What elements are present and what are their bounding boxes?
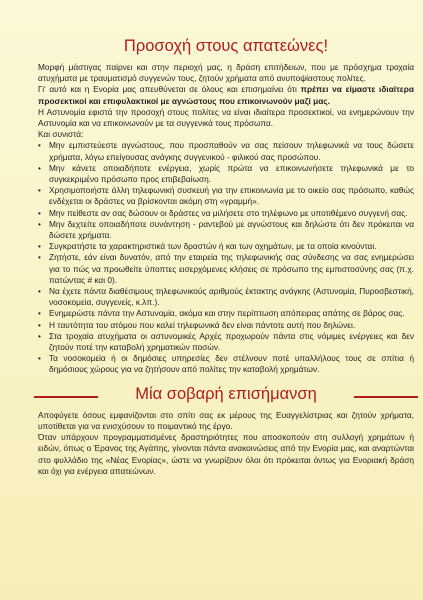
bullet-icon: • bbox=[38, 330, 41, 341]
notice-paragraph-2: Όταν υπάρχουν προγραμματισμένες δραστηριότητες που αποσκοπούν στη συλλογή χρημάτων ή ειδών, όπως ο Έρανος της Αγάπης, γίνονται πάντα ανακοινώσεις από την Ενορία μας, και αναρτώνται στο φυλλάδιο της «Νέας Ενορίας», ώστε να γνωρίζουν όλοι ότι πρόκειται όντως για Ενοριακή δράση και όχι για ενέργεια απατεώνων. bbox=[38, 432, 414, 476]
notice-paragraph-1: Αποφύγετε όσους εμφανίζονται στο σπίτι σας εκ μέρους της Ευαγγελίστριας και ζητούν χρήματα, υποτίθεται για να ενισχύσουν το ποιμαντικό της έργο. bbox=[38, 409, 414, 431]
intro-paragraph-1: Μορφή μάστιγας παίρνει και στην περιοχή μας, η δράση επιτήδειων, που με πρόσχημα τροχαία ατυχήματα με τραυματισμό συγγενών τους, ζητούν χρήματα από ανυποψίαστους πολίτες. bbox=[38, 62, 414, 84]
intro-text: Γι' αυτό και η Ενορία μας απευθύνεται σε όλους και επισημαίνει ότι bbox=[38, 84, 297, 95]
advice-item bbox=[38, 208, 414, 219]
advice-text: Η ταυτότητα του ατόμου που καλεί τηλεφωνικά δεν είναι πάντοτε αυτή που δηλώνει. bbox=[49, 319, 356, 330]
advice-item bbox=[38, 241, 414, 252]
bullet-icon: • bbox=[38, 140, 41, 151]
intro-paragraph-2 bbox=[38, 84, 414, 106]
advice-text: Μην δεχτείτε οποιαδήποτε συνάντηση - ραντεβού με αγνώστους και δηλώστε ότι δεν πρόκειται να δώσετε χρήματα. bbox=[49, 218, 414, 241]
bullet-icon: • bbox=[38, 308, 41, 319]
advice-text: Τα νοσοκομεία ή οι δημόσιες υπηρεσίες δεν στέλνουν ποτέ υπαλλήλους τους σε σπίτια ή δημόσιους χώρους για να ζητήσουν από πολίτες την καταβολή χρημάτων. bbox=[49, 353, 414, 375]
divider-rule-right bbox=[354, 396, 418, 398]
intro-paragraph-4: Και συνιστά: bbox=[38, 129, 84, 140]
bullet-icon: • bbox=[38, 218, 41, 229]
advice-list bbox=[38, 140, 414, 375]
advice-item bbox=[38, 286, 414, 308]
intro-emphasis: πρέπει να είμαστε ιδιαίτερα προσεκτικοί και επιφυλακτικοί με αγνώστους που επικοινωνούν μαζί μας. bbox=[38, 84, 414, 106]
bullet-icon: • bbox=[38, 353, 41, 364]
advice-item bbox=[38, 308, 414, 319]
advice-text: Μην κάνετε οποιαδήποτε ενέργεια, χωρίς πρώτα να επικοινωνήσετε τηλεφωνικά με το συγκεκριμένο πρόσωπο προς επιβεβαίωση. bbox=[49, 162, 414, 185]
advice-text: Ενημερώστε πάντα την Αστυνομία, ακόμα και στην περίπτωση απόπειρας απάτης σε βάρος σας. bbox=[49, 308, 405, 319]
section-divider bbox=[38, 382, 414, 410]
flyer-page bbox=[38, 36, 414, 477]
divider-rule-left bbox=[34, 396, 98, 398]
advice-item bbox=[38, 331, 414, 353]
bullet-icon: • bbox=[38, 286, 41, 297]
section-heading: Μία σοβαρή επισήμανση bbox=[135, 384, 317, 403]
advice-item bbox=[38, 185, 414, 207]
intro-paragraph-3: Η Αστυνομία εφιστά την προσοχή στους πολίτες να είναι ιδιαίτερα προσεκτικοί, να ενημερώνουν την Αστυνομία και να επικοινωνούν με τα συγγενικά τους πρόσωπα. bbox=[38, 106, 414, 129]
advice-item bbox=[38, 353, 414, 375]
bullet-icon: • bbox=[38, 185, 41, 196]
advice-item bbox=[38, 163, 414, 185]
advice-item bbox=[38, 140, 414, 162]
advice-text: Να έχετε πάντα διαθέσιμους τηλεφωνικούς αριθμούς έκτακτης ανάγκης (Αστυνομία, Πυροσβεστική, νοσοκομεία, συγγενείς, κ.λπ.). bbox=[49, 286, 414, 308]
advice-text: Χρησιμοποιήστε άλλη τηλεφωνική συσκευή για την επικοινωνία με το οικείο σας πρόσωπο, καθώς ενδέχεται οι δράστες να βρίσκονται ακόμη στη «γραμμή». bbox=[49, 185, 414, 207]
bullet-icon: • bbox=[38, 207, 41, 218]
bullet-icon: • bbox=[38, 162, 41, 173]
bullet-icon: • bbox=[38, 252, 41, 263]
advice-text: Ζητήστε, εάν είναι δυνατόν, από την εταιρεία της τηλεφωνικής σας σύνδεσης να σας ενημερώσει για το πώς να προωθείτε ύποπτες εισερχόμενες κλήσεις σε πρόσωπο της εμπιστοσύνης σας (π.χ. πατώντας # και 0). bbox=[49, 252, 414, 285]
advice-text: Στα τροχαία ατυχήματα οι αστυνομικές Αρχές προχωρούν πάντα στις νόμιμες ενέργειες και δεν ζητούν ποτέ την καταβολή χρηματικών ποσών. bbox=[49, 330, 414, 353]
bullet-icon: • bbox=[38, 319, 41, 330]
bullet-icon: • bbox=[38, 241, 41, 252]
flyer-title: Προσοχή στους απατεώνες! bbox=[123, 37, 329, 55]
advice-text: Μην πείθεστε αν σας δώσουν οι δράστες να μιλήσετε στο τηλέφωνο με υποτιθέμενο συγγενή σας. bbox=[49, 207, 408, 218]
advice-item bbox=[38, 252, 414, 286]
advice-item bbox=[38, 320, 414, 331]
advice-text: Συγκρατήστε τα χαρακτηριστικά των δραστών ή και των οχημάτων, με τα οποία κινούνται. bbox=[49, 241, 377, 252]
advice-item bbox=[38, 219, 414, 241]
advice-text: Μην εμπιστεύεστε αγνώστους, που προσπαθούν να σας πείσουν τηλεφωνικά να τους δώσετε χρήματα, λόγω επείγουσας ανάγκης συγγενικού - φιλικού σας προσώπου. bbox=[49, 140, 414, 162]
